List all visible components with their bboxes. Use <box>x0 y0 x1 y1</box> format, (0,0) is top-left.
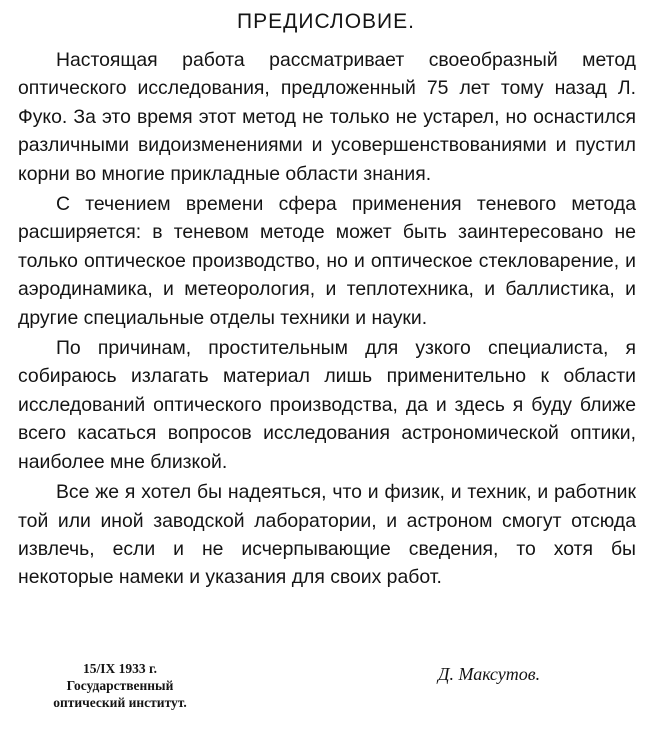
paragraph-2: С течением времени сфера применения теневого метода расширяется: в теневом методе может быть заинтересовано не только оптическое производство, но и оптическое стекловарение, и аэродинамика, и метеорология, и теплотехника, и баллистика, и другие специальные отделы техники и науки. <box>18 193 636 329</box>
footer-date: 15/IX 1933 г. <box>83 661 157 676</box>
author-signature: Д. Максутов. <box>438 664 541 684</box>
footer-institution-line1: Государственный <box>66 678 174 693</box>
page-title: ПРЕДИСЛОВИЕ. <box>237 10 415 33</box>
paragraph-3: По причинам, простительным для узкого специалиста, я собираюсь излагать материал лишь применительно к области исследований оптического производства, да и здесь я буду ближе всего касаться вопросов исследования астрономической оптики, наиболее мне близкой. <box>18 337 636 473</box>
footer-institution-line2: оптический институт. <box>53 695 187 710</box>
paragraph-1: Настоящая работа рассматривает своеобразный метод оптического исследования, предложенный 75 лет тому назад Л. Фуко. За это время этот метод не только не устарел, но оснастился различными видоизменениями и усовершенствованиями и пустил корни во многие прикладные области знания. <box>18 49 636 185</box>
paragraph-4: Все же я хотел бы надеяться, что и физик, и техник, и работник той или иной заводской лаборатории, и астроном смогут отсюда извлечь, если и не исчерпывающие сведения, то хотя бы некоторые намеки и указания для своих работ. <box>18 481 636 589</box>
footer-dateline <box>20 660 220 711</box>
preface-body <box>18 46 636 592</box>
